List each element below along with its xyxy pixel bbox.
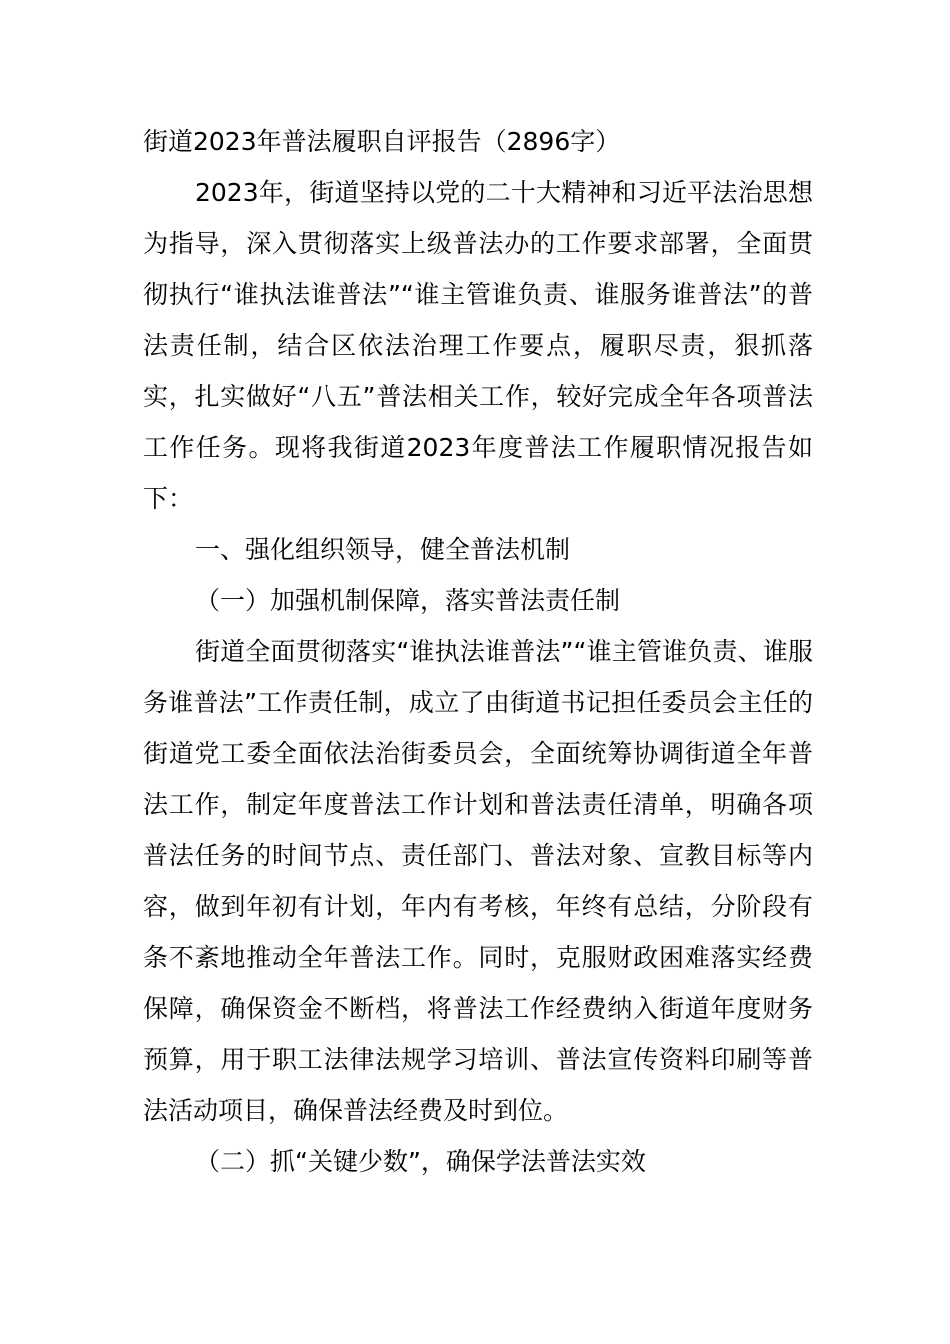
document-body: [143, 116, 813, 1187]
intro-paragraph: 2023年，街道坚持以党的二十大精神和习近平法治思想为指导，深入贯彻落实上级普法办的工作要求部署，全面贯彻执行“谁执法谁普法”“谁主管谁负责、谁服务谁普法”的普法责任制，结合区依法治理工作要点，履职尽责，狠抓落实，扎实做好“八五”普法相关工作，较好完成全年各项普法工作任务。现将我街道2023年度普法工作履职情况报告如下：: [143, 178, 813, 513]
subsection-heading-1: （一）加强机制保障，落实普法责任制: [195, 586, 621, 615]
body-paragraph-1: 街道全面贯彻落实“谁执法谁普法”“谁主管谁负责、谁服务谁普法”工作责任制，成立了由街道书记担任委员会主任的街道党工委全面依法治街委员会，全面统筹协调街道全年普法工作，制定年度普法工作计划和普法责任清单，明确各项普法任务的时间节点、责任部门、普法对象、宣教目标等内容，做到年初有计划，年内有考核，年终有总结，分阶段有条不紊地推动全年普法工作。同时，克服财政困难落实经费保障，确保资金不断档，将普法工作经费纳入街道年度财务预算，用于职工法律法规学习培训、普法宣传资料印刷等普法活动项目，确保普法经费及时到位。: [143, 637, 813, 1125]
section-heading-1: 一、强化组织领导，健全普法机制: [195, 535, 571, 564]
subsection-heading-2: （二）抓“关键少数”，确保学法普法实效: [195, 1147, 646, 1176]
document-title: 街道2023年普法履职自评报告（2896字）: [143, 127, 621, 156]
